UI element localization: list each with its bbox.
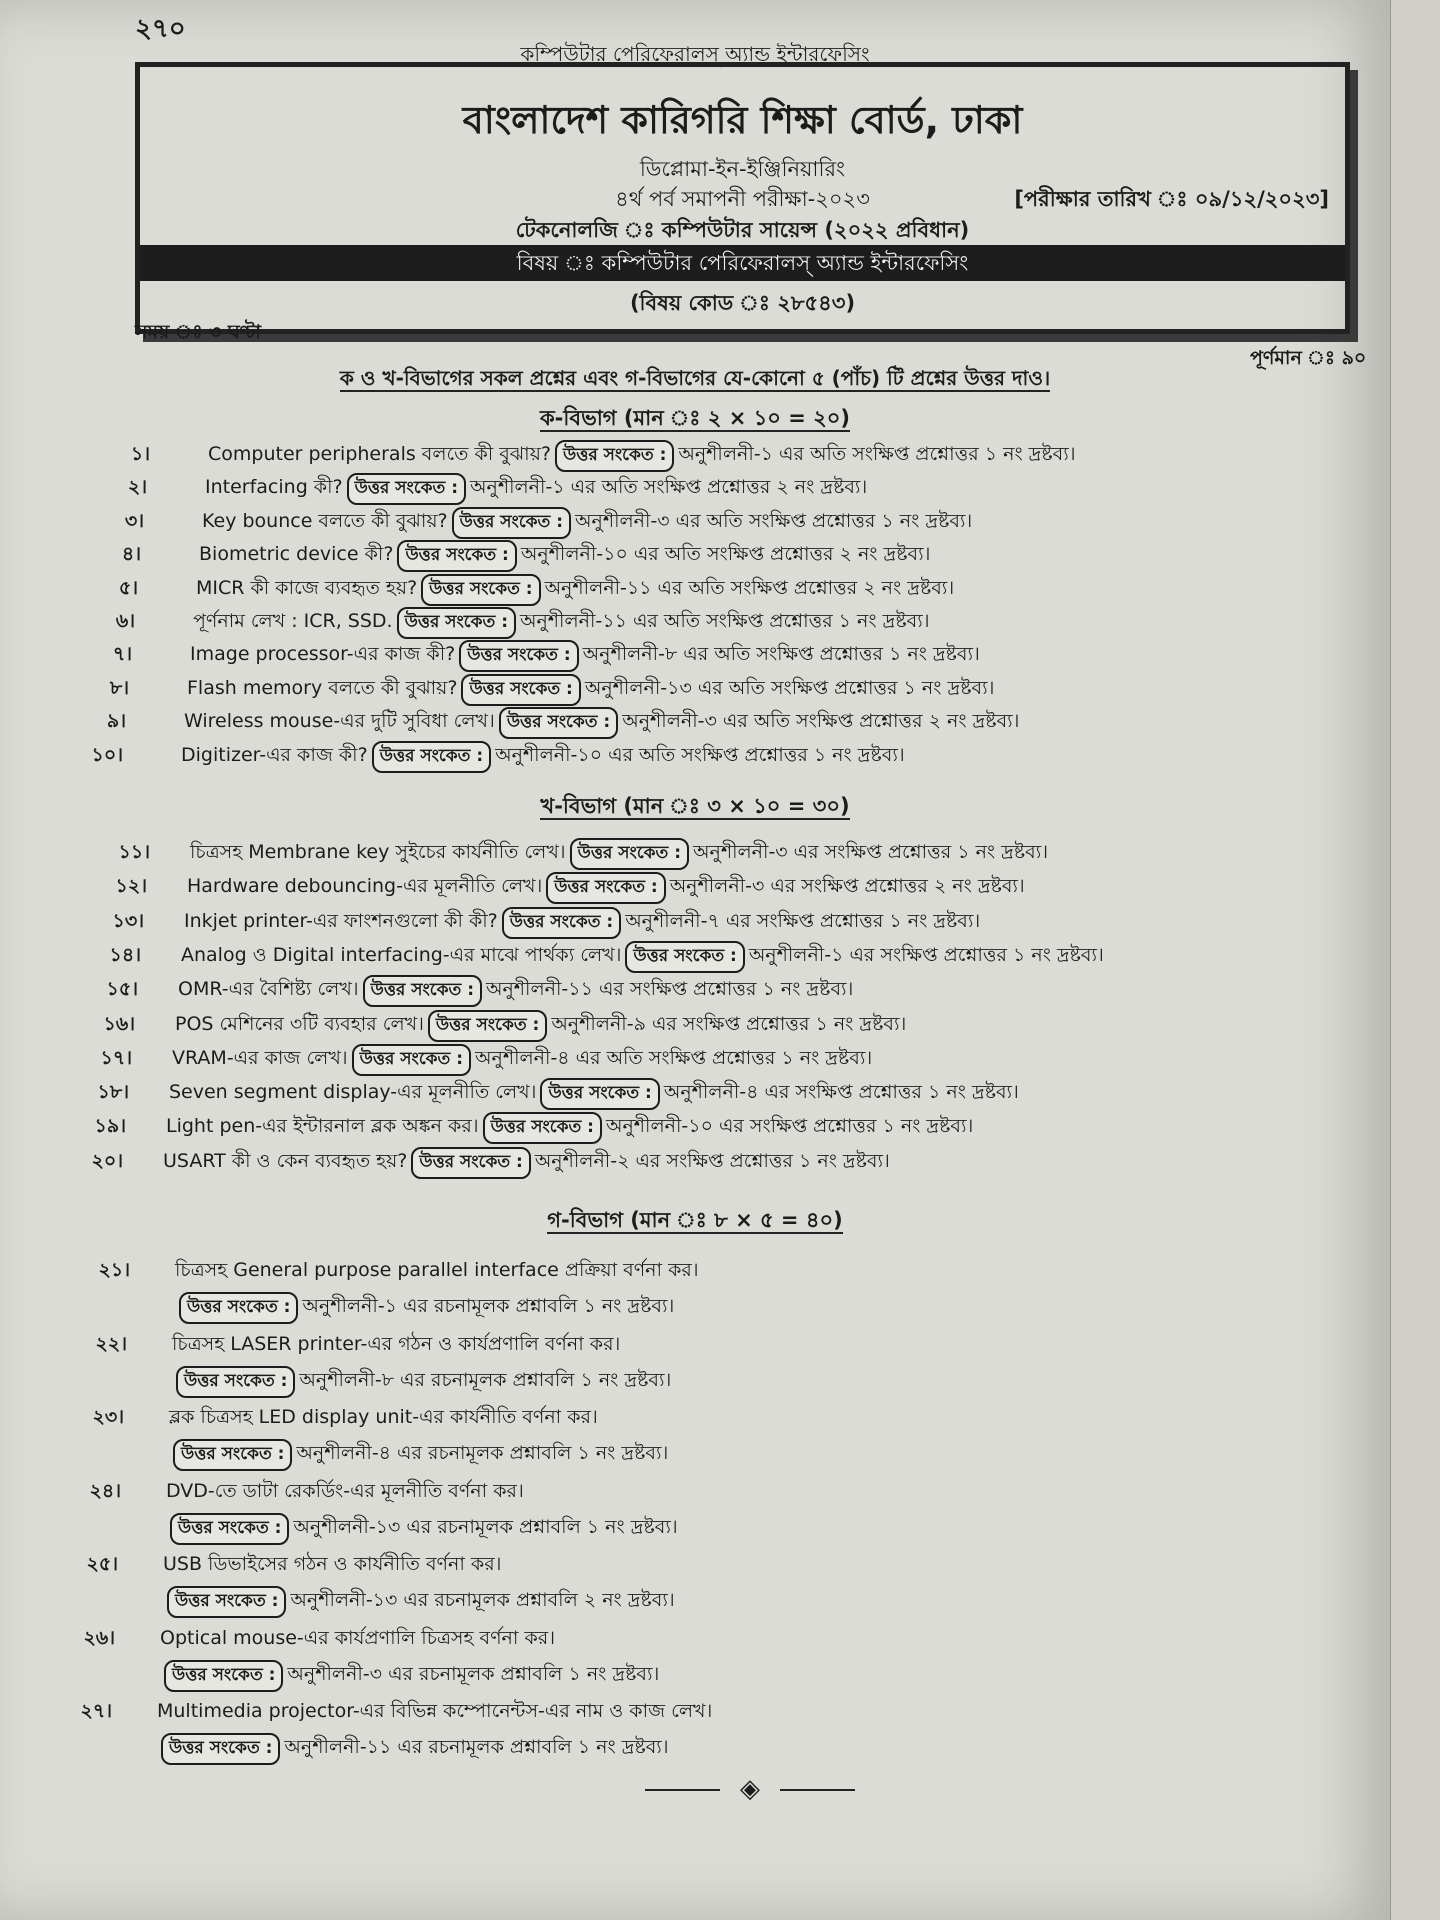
question-text: চিত্রসহ General purpose parallel interface প্রক্রিয়া বর্ণনা কর। [175,1259,699,1281]
answer-reference: অনুশীলনী-৮ এর রচনামূলক প্রশ্নাবলি ১ নং দ্রষ্টব্য। [299,1368,672,1391]
answer-hint-badge: উত্তর সংকেত : [546,872,665,904]
answer-hint-badge: উত্তর সংকেত : [372,741,491,773]
answer-hint-badge: উত্তর সংকেত : [161,1733,280,1765]
question-text: Interfacing কী? [205,476,343,499]
answer-reference: অনুশীলনী-১৩ এর অতি সংক্ষিপ্ত প্রশ্নোত্তর ১ নং দ্রষ্টব্য। [584,676,995,699]
question-item [187,872,1025,904]
answer-reference: অনুশীলনী-৪ এর অতি সংক্ষিপ্ত প্রশ্নোত্তর ১ নং দ্রষ্টব্য। [475,1046,873,1069]
question-text: USB ডিভাইসের গঠন ও কার্যনীতি বর্ণনা কর। [163,1553,502,1575]
question-text: Seven segment display-এর মূলনীতি লেখ। [169,1081,537,1104]
answer-hint-badge: উত্তর সংকেত : [428,1010,547,1042]
instruction: ক ও খ-বিভাগের সকল প্রশ্নের এবং গ-বিভাগের যে-কোনো ৫ (পাঁচ) টি প্রশ্নের উত্তর দাও। [339,366,1051,390]
question-text: Computer peripherals বলতে কী বুঝায়? [208,443,551,465]
question-number: ২৪। [89,1479,121,1502]
question-text: Hardware debouncing-এর মূলনীতি লেখ। [187,875,543,898]
question-item [187,674,994,706]
question-text: Multimedia projector-এর বিভিন্ন কম্পোনেন্টস-এর নাম ও কাজ লেখ। [157,1700,713,1722]
answer-hint-badge: উত্তর সংকেত : [555,440,674,472]
answer-reference: অনুশীলনী-১১ এর সংক্ষিপ্ত প্রশ্নোত্তর ১ নং দ্রষ্টব্য। [486,978,854,1001]
running-head: কম্পিউটার পেরিফেরালস্ অ্যান্ড ইন্টারফেসিং [520,42,870,66]
question-text: চিত্রসহ LASER printer-এর গঠন ও কার্যপ্রণালি বর্ণনা কর। [172,1332,621,1355]
exam-date: [পরীক্ষার তারিখ ঃ ০৯/১২/২০২৩] [1014,187,1329,211]
answer-hint-badge: উত্তর সংকেত : [625,941,744,973]
question-text: ব্লক চিত্রসহ LED display unit-এর কার্যনীতি বর্ণনা কর। [169,1406,598,1428]
answer-reference: অনুশীলনী-৭ এর সংক্ষিপ্ত প্রশ্নোত্তর ১ নং দ্রষ্টব্য। [625,909,981,932]
answer-hint-badge: উত্তর সংকেত : [421,574,540,606]
answer-reference: অনুশীলনী-১ এর অতি সংক্ষিপ্ত প্রশ্নোত্তর ১ নং দ্রষ্টব্য। [678,443,1076,465]
answer-hint-line [163,1586,675,1618]
question-number: ১৮। [97,1081,129,1104]
board-title: বাংলাদেশ কারিগরি শিক্ষা বোর্ড, ঢাকা [462,98,1023,142]
answer-hint-badge: উত্তর সংকেত : [483,1112,602,1144]
exam-time: সময় ঃ ৩ ঘণ্টা [135,321,262,343]
question-item [205,473,867,505]
question-item [172,1044,872,1076]
full-marks: পূর্ণমান ঃ ৯০ [1250,347,1367,369]
question-number: ২৭। [80,1700,112,1722]
answer-hint-badge: উত্তর সংকেত : [176,1366,295,1398]
program-name: ডিপ্লোমা-ইন-ইঞ্জিনিয়ারিং [639,157,846,181]
answer-hint-badge: উত্তর সংকেত : [570,838,689,870]
question-text: Optical mouse-এর কার্যপ্রণালি চিত্রসহ বর্ণনা কর। [160,1626,555,1649]
answer-reference: অনুশীলনী-১৩ এর রচনামূলক প্রশ্নাবলি ২ নং দ্রষ্টব্য। [290,1589,675,1611]
question-item [190,640,980,672]
question-number: ৭। [112,643,132,666]
question-item [196,574,954,606]
question-item [169,1078,1019,1110]
question-number: ২১। [98,1259,130,1281]
question-item [172,1330,620,1362]
question-text: চিত্রসহ Membrane key সুইচের কার্যনীতি লেখ। [190,841,566,863]
question-item [163,1147,890,1179]
next-page-edge [1390,0,1440,1920]
answer-reference: অনুশীলনী-৯ এর সংক্ষিপ্ত প্রশ্নোত্তর ১ নং দ্রষ্টব্য। [551,1012,907,1035]
question-item [160,1624,555,1656]
question-item [175,1010,906,1042]
answer-reference: অনুশীলনী-৩ এর অতি সংক্ষিপ্ত প্রশ্নোত্তর ২ নং দ্রষ্টব্য। [622,710,1020,733]
answer-hint-line [157,1733,669,1765]
question-item [184,907,980,939]
section-heading [0,402,1390,437]
answer-reference: অনুশীলনী-১ এর সংক্ষিপ্ত প্রশ্নোত্তর ১ নং দ্রষ্টব্য। [748,943,1104,966]
subject-bar: বিষয় ঃ কম্পিউটার পেরিফেরালস্ অ্যান্ড ইন্টারফেসিং [140,245,1345,281]
question-number: ২৫। [86,1553,118,1575]
question-item [157,1697,712,1729]
question-text: Digitizer-এর কাজ কী? [181,743,368,766]
answer-hint-badge: উত্তর সংকেত : [502,907,621,939]
answer-hint-badge: উত্তর সংকেত : [540,1078,659,1110]
answer-hint-badge: উত্তর সংকেত : [397,607,516,639]
question-number: ৮। [109,676,129,699]
answer-reference: অনুশীলনী-১১ এর রচনামূলক প্রশ্নাবলি ১ নং দ্রষ্টব্য। [284,1736,669,1758]
subject-code: (বিষয় কোড ঃ ২৮৫৪৩) [629,291,856,315]
question-text: Light pen-এর ইন্টারনাল ব্লক অঙ্কন কর। [166,1115,479,1138]
question-number: ১৫। [106,978,138,1001]
question-item [163,1550,501,1582]
answer-reference: অনুশীলনী-৪ এর সংক্ষিপ্ত প্রশ্নোত্তর ১ নং দ্রষ্টব্য। [663,1081,1019,1104]
answer-reference: অনুশীলনী-১১ এর অতি সংক্ষিপ্ত প্রশ্নোত্তর ২ নং দ্রষ্টব্য। [544,576,955,599]
question-item [166,1112,973,1144]
question-item [208,440,1076,472]
answer-hint-badge: উত্তর সংকেত : [499,707,618,739]
answer-reference: অনুশীলনী-২ এর সংক্ষিপ্ত প্রশ্নোত্তর ১ নং দ্রষ্টব্য। [534,1149,890,1172]
question-item [199,540,930,572]
answer-hint-badge: উত্তর সংকেত : [352,1044,471,1076]
answer-hint-line [169,1439,668,1471]
question-text: Image processor-এর কাজ কী? [190,643,456,666]
answer-hint-line [175,1292,674,1324]
question-number: ১৭। [100,1046,132,1069]
question-text: USART কী ও কেন ব্যবহৃত হয়? [163,1149,408,1172]
answer-reference: অনুশীলনী-১১ এর অতি সংক্ষিপ্ত প্রশ্নোত্তর ১ নং দ্রষ্টব্য। [520,610,930,632]
answer-reference: অনুশীলনী-১০ এর অতি সংক্ষিপ্ত প্রশ্নোত্তর ২ নং দ্রষ্টব্য। [520,543,931,566]
question-text: পূর্ণনাম লেখ : ICR, SSD. [193,610,393,632]
question-number: ৫। [118,576,138,599]
question-item [190,838,1048,870]
question-number: ২০। [91,1149,123,1172]
answer-hint-badge: উত্তর সংকেত : [459,640,578,672]
answer-hint-badge: উত্তর সংকেত : [397,540,516,572]
answer-reference: অনুশীলনী-১৩ এর রচনামূলক প্রশ্নাবলি ১ নং দ্রষ্টব্য। [293,1515,678,1538]
question-number: ৪। [121,543,141,566]
answer-reference: অনুশীলনী-১ এর রচনামূলক প্রশ্নাবলি ১ নং দ্রষ্টব্য। [302,1295,675,1317]
question-text: Key bounce বলতে কী বুঝায়? [202,509,448,532]
answer-reference: অনুশীলনী-১ এর অতি সংক্ষিপ্ত প্রশ্নোত্তর ২ নং দ্রষ্টব্য। [470,476,868,499]
section-heading-text: গ-বিভাগ (মান ঃ ৮ × ৫ = ৪০) [547,1208,843,1232]
answer-hint-badge: উত্তর সংকেত : [452,507,571,539]
question-number: ১০। [91,743,123,766]
section-heading-text: ক-বিভাগ (মান ঃ ২ × ১০ = ২০) [539,406,851,430]
question-number: ১১। [118,841,150,863]
answer-hint-badge: উত্তর সংকেত : [167,1586,286,1618]
answer-hint-badge: উত্তর সংকেত : [173,1439,292,1471]
question-number: ১২। [115,875,147,898]
question-number: ৯। [106,710,126,733]
answer-hint-badge: উত্তর সংকেত : [363,975,482,1007]
answer-hint-badge: উত্তর সংকেত : [461,674,580,706]
question-number: ২৬। [83,1626,115,1649]
answer-hint-line [166,1513,678,1545]
question-text: Analog ও Digital interfacing-এর মাঝে পার্থক্য লেখ। [181,943,622,966]
question-item [181,941,1104,973]
answer-hint-badge: উত্তর সংকেত : [164,1660,283,1692]
question-text: OMR-এর বৈশিষ্ট্য লেখ। [178,978,359,1001]
question-item [178,975,853,1007]
answer-hint-badge: উত্তর সংকেত : [347,473,466,505]
exam-name: ৪র্থ পর্ব সমাপনী পরীক্ষা-২০২৩ [615,187,870,211]
answer-hint-badge: উত্তর সংকেত : [170,1513,289,1545]
question-item [202,507,972,539]
answer-reference: অনুশীলনী-৩ এর সংক্ষিপ্ত প্রশ্নোত্তর ১ নং দ্রষ্টব্য। [693,841,1049,863]
answer-hint-badge: উত্তর সংকেত : [411,1147,530,1179]
question-number: ১। [130,443,150,465]
answer-reference: অনুশীলনী-৩ এর রচনামূলক প্রশ্নাবলি ১ নং দ্রষ্টব্য। [287,1662,660,1685]
answer-reference: অনুশীলনী-১০ এর অতি সংক্ষিপ্ত প্রশ্নোত্তর ১ নং দ্রষ্টব্য। [495,743,905,766]
question-number: ২২। [95,1332,127,1355]
question-text: VRAM-এর কাজ লেখ। [172,1046,348,1069]
question-text: Biometric device কী? [199,543,394,566]
answer-hint-badge: উত্তর সংকেত : [179,1292,298,1324]
question-number: ১৩। [112,909,144,932]
question-item [166,1477,524,1509]
question-number: ২। [127,476,147,499]
question-number: ১৬। [103,1012,135,1035]
answer-reference: অনুশীলনী-৩ এর অতি সংক্ষিপ্ত প্রশ্নোত্তর ১ নং দ্রষ্টব্য। [575,509,973,532]
answer-reference: অনুশীলনী-১০ এর সংক্ষিপ্ত প্রশ্নোত্তর ১ নং দ্রষ্টব্য। [605,1115,974,1138]
section-heading [0,1204,1390,1239]
answer-reference: অনুশীলনী-৮ এর অতি সংক্ষিপ্ত প্রশ্নোত্তর ১ নং দ্রষ্টব্য। [582,643,980,666]
question-item [193,607,930,639]
question-text: Flash memory বলতে কী বুঝায়? [187,676,458,699]
question-item [169,1403,598,1435]
question-item [181,741,905,773]
question-text: MICR কী কাজে ব্যবহৃত হয়? [196,576,418,599]
question-number: ২৩। [92,1406,124,1428]
answer-hint-line [172,1366,671,1398]
question-number: ৬। [115,610,135,632]
question-text: DVD-তে ডাটা রেকর্ডিং-এর মূলনীতি বর্ণনা কর। [166,1479,524,1502]
question-text: Inkjet printer-এর ফাংশনগুলো কী কী? [184,909,498,932]
answer-reference: অনুশীলনী-৪ এর রচনামূলক প্রশ্নাবলি ১ নং দ্রষ্টব্য। [296,1442,669,1464]
page-number: ২৭০ [135,14,186,44]
technology: টেকনোলজি ঃ কম্পিউটার সায়েন্স (২০২২ প্রবিধান) [515,218,970,242]
question-number: ১৪। [109,943,141,966]
section-heading-text: খ-বিভাগ (মান ঃ ৩ × ১০ = ৩০) [540,794,850,818]
question-item [184,707,1019,739]
question-text: POS মেশিনের ৩টি ব্যবহার লেখ। [175,1012,424,1035]
section-heading [0,790,1390,825]
end-ornament: ◈ [640,1774,860,1804]
answer-reference: অনুশীলনী-৩ এর সংক্ষিপ্ত প্রশ্নোত্তর ২ নং দ্রষ্টব্য। [669,875,1025,898]
question-number: ১৯। [94,1115,126,1138]
question-number: ৩। [124,509,144,532]
answer-hint-line [160,1660,659,1692]
question-item [175,1256,699,1288]
question-text: Wireless mouse-এর দুটি সুবিধা লেখ। [184,710,495,733]
exam-header-box [135,62,1350,334]
